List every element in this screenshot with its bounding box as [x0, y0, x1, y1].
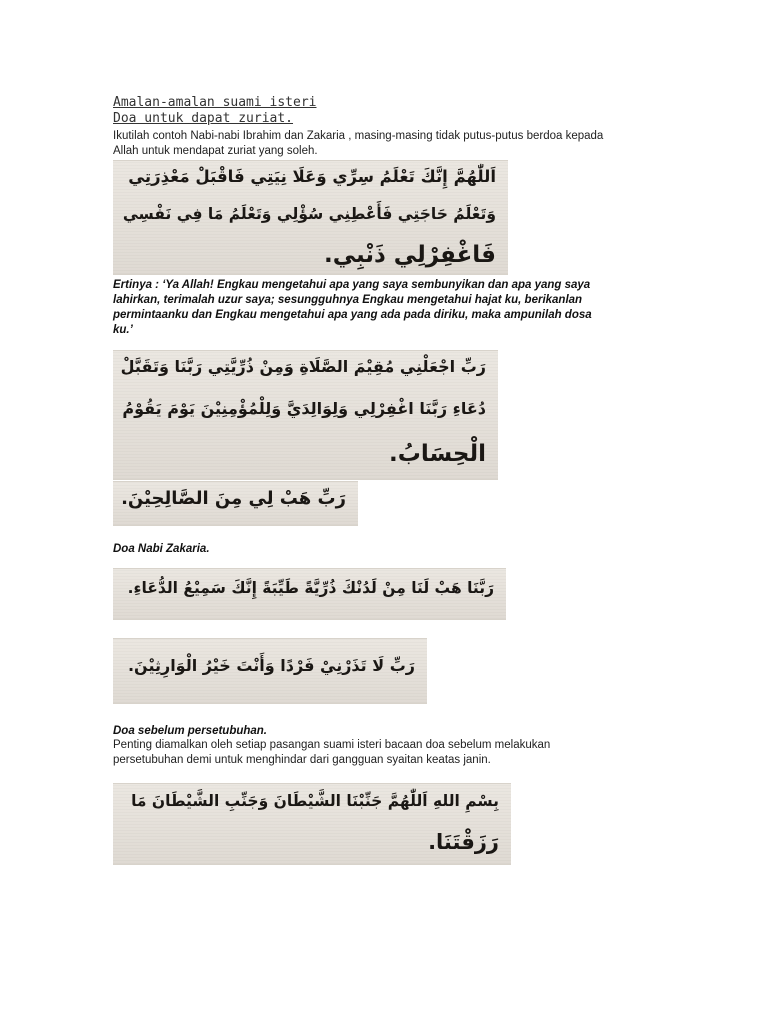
translation-line-3: permintaanku dan Engkau mengetahui apa yang ada pada diriku, maka ampunilah dosa: [113, 309, 592, 321]
before-line-2: persetubuhan demi untuk menghindar dari gangguan syaitan keatas janin.: [113, 754, 491, 766]
translation-line-2: lahirkan, terimalah uzur saya; sesungguhnya Engkau mengetahui hajat ku, berikanlan: [113, 294, 583, 306]
translation-line-4: ku.’: [113, 324, 133, 336]
prayer-6-line-1: بِسْمِ اللهِ اَللّٰهُمَّ جَنِّبْنَا الشَّيْطَانَ وَجَنِّبِ الشَّيْطَانَ مَا: [131, 792, 499, 810]
page-heading-1: Amalan-amalan suami isteri: [113, 95, 317, 110]
page-heading-2: Doa untuk dapat zuriat.: [113, 111, 294, 126]
prayer-2-line-3: الْحِسَابُ.: [389, 441, 486, 467]
prayer-5-scan: [113, 638, 427, 704]
prayer-6-line-2: رَزَقْتَنَا.: [428, 830, 499, 854]
prayer-5-line: رَبِّ لَا تَذَرْنِيْ فَرْدًا وَأَنْتَ خَيْرُ الْوَارِثِيْنَ.: [127, 656, 415, 675]
intro-line-2: Allah untuk mendapat zuriat yang soleh.: [113, 145, 318, 157]
label-before-intercourse: Doa sebelum persetubuhan.: [113, 725, 268, 737]
prayer-1-line-3: فَاغْفِرْلِي ذَنْبِي.: [323, 242, 496, 268]
prayer-3-line: رَبِّ هَبْ لِي مِنَ الصَّالِحِيْنَ.: [121, 488, 346, 509]
label-zakaria: Doa Nabi Zakaria.: [113, 543, 210, 555]
prayer-6-scan: [113, 783, 511, 865]
prayer-3-scan: [113, 481, 358, 526]
before-line-1: Penting diamalkan oleh setiap pasangan suami isteri bacaan doa sebelum melakukan: [113, 739, 551, 751]
prayer-2-scan: [113, 350, 498, 480]
prayer-4-scan: [113, 568, 506, 620]
prayer-2-line-2: دُعَاءِ رَبَّنَا اغْفِرْلِي وَلِوَالِدَيَّ وَلِلْمُؤْمِنِيْنَ يَوْمَ يَقُوْمُ: [122, 399, 486, 418]
intro-line-1: Ikutilah contoh Nabi-nabi Ibrahim dan Zakaria , masing-masing tidak putus-putus berdoa kepada: [113, 130, 604, 142]
prayer-2-line-1: رَبِّ اجْعَلْنِي مُقِيْمَ الصَّلَاةِ وَمِنْ ذُرِّيَّتِي رَبَّنَا وَتَقَبَّلْ: [120, 357, 486, 376]
translation-line-1: Ertinya : ‘Ya Allah! Engkau mengetahui apa yang saya sembunyikan dan apa yang saya: [113, 279, 591, 291]
prayer-1-line-1: اَللّٰهُمَّ إِنَّكَ تَعْلَمُ سِرِّي وَعَلَا نِيَتِي فَاقْبَلْ مَعْذِرَتِي: [128, 167, 496, 186]
prayer-1-line-2: وَتَعْلَمُ حَاجَتِي فَأَعْطِنِي سُؤْلِي وَتَعْلَمُ مَا فِي نَفْسِي: [122, 205, 496, 223]
prayer-1-scan: [113, 160, 508, 275]
prayer-4-line: رَبَّنَا هَبْ لَنَا مِنْ لَدُنْكَ ذُرِّيَّةً طَيِّبَةً إِنَّكَ سَمِيْعُ الدُّعَاءِ.: [127, 579, 494, 597]
